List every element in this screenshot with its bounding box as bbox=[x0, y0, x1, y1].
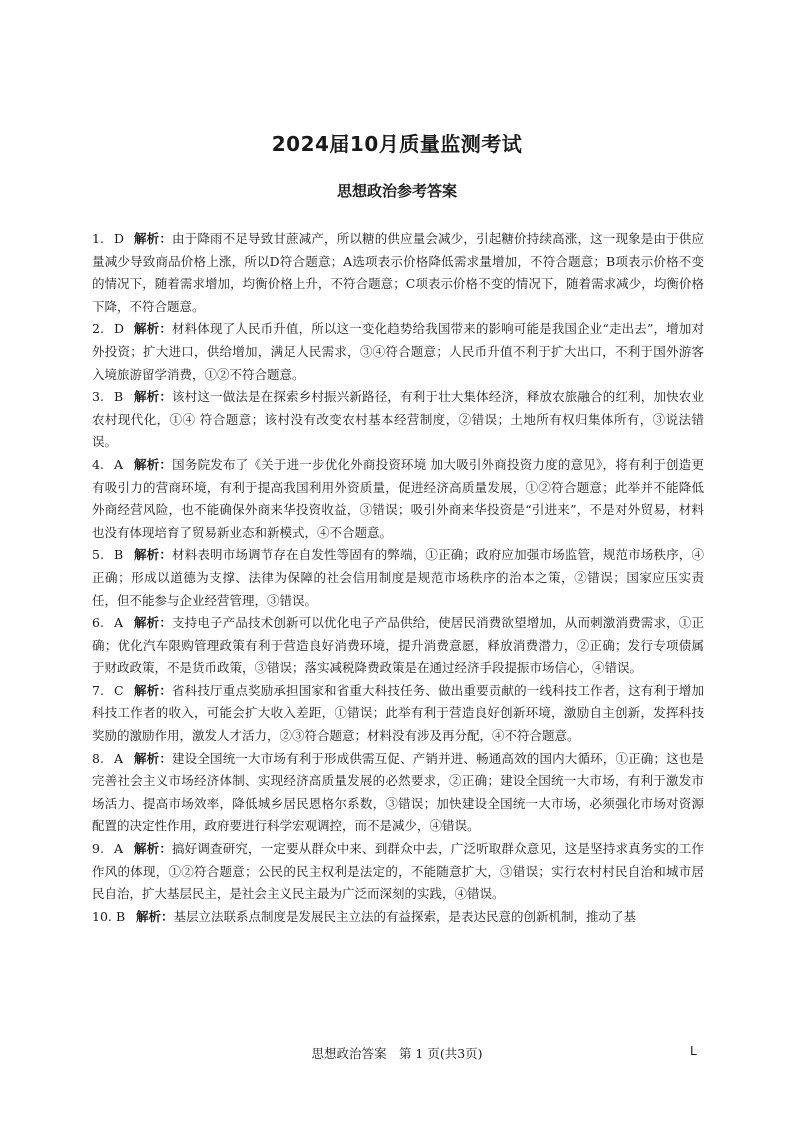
question-number: 6. bbox=[92, 615, 104, 631]
answer-list bbox=[92, 228, 704, 928]
answer-letter: C bbox=[114, 682, 124, 698]
answer-letter: B bbox=[114, 547, 124, 563]
answer-item bbox=[92, 386, 704, 454]
question-number: 9. bbox=[92, 841, 104, 857]
answer-letter: D bbox=[114, 321, 125, 337]
page-title: 2024届10月质量监测考试 bbox=[271, 132, 523, 156]
explanation-label: 解析： bbox=[134, 456, 173, 472]
answer-letter: D bbox=[114, 231, 125, 246]
version-mark: L bbox=[690, 1044, 697, 1058]
question-number: 2. bbox=[92, 321, 104, 337]
explanation-text: 建设全国统一大市场有利于形成供需互促、产销并进、畅通高效的国内大循环，①正确；这也是完善社会主义市场经济体制、实现经济高质量发展的必然要求，②正确；建设全国统一大市场，有利于激发市场活力、提高市场效率，降低城乡居民恩格尔系数，③错误；加快建设全国统一大市场，必须强化市场对资源配置的决定性作用，政府要进行科学宏观调控，而不是减少，④错误。 bbox=[92, 750, 704, 834]
question-number: 7. bbox=[92, 682, 104, 698]
explanation-text: 基层立法联系点制度是发展民主立法的有益探索，是表达民意的创新机制，推动了基 bbox=[173, 908, 637, 924]
answer-letter: A bbox=[114, 615, 124, 631]
page-number: 思想政治答案 第 1 页(共3页) bbox=[311, 1046, 483, 1061]
explanation-text: 该村这一做法是在探索乡村振兴新路径，有利于壮大集体经济，释放农旅融合的红利，加快农业农村现代化，①④ 符合题意；该村没有改变农村基本经营制度，②错误；土地所有权归集体所有，③说法错误。 bbox=[92, 389, 704, 450]
explanation-text: 支持电子产品技术创新可以优化电子产品供给，使居民消费欲望增加，从而刺激消费需求，①正确；优化汽车限购管理政策有利于营造良好消费环境，提升消费意愿，释放消费潜力，②正确；发行专项债属于财政政策，不是货币政策，③错误；落实减税降费政策是在通过经济手段提振市场信心，④错误。 bbox=[92, 615, 704, 676]
explanation-text: 搞好调查研究，一定要从群众中来、到群众中去，广泛听取群众意见，这是坚持求真务实的工作作风的体现，①②符合题意；公民的民主权利是法定的，不能随意扩大，③错误；实行农村村民自治和城市居民自治，扩大基层民主，是社会主义民主最为广泛而深刻的实践，④错误。 bbox=[92, 841, 704, 902]
explanation bbox=[92, 228, 704, 318]
explanation-text: 由于降雨不足导致甘蔗减产，所以糖的供应量会减少，引起糖价持续高涨，这一现象是由于供应量减少导致商品价格上涨，所以D符合题意；A选项表示价格降低需求量增加，不符合题意；B项表示价格不变的情况下，随着需求增加，均衡价格上升，不符合题意；C项表示价格不变的情况下，随着需求减少，均衡价格下降，不符合题意。 bbox=[92, 231, 704, 314]
question-number: 10. bbox=[92, 908, 112, 924]
explanation bbox=[92, 544, 704, 612]
answer-item bbox=[92, 612, 704, 680]
answer-letter: A bbox=[114, 456, 124, 472]
explanation-text: 材料体现了人民币升值，所以这一变化趋势给我国带来的影响可能是我国企业“走出去”，增加对外投资；扩大进口，供给增加，满足人民需求，③④符合题意；人民币升值不利于扩大出口，不利于国外游客入境旅游留学消费，①②不符合题意。 bbox=[92, 321, 704, 382]
question-number: 1. bbox=[92, 231, 104, 246]
question-number: 4. bbox=[92, 456, 104, 472]
explanation-label: 解析： bbox=[134, 547, 173, 563]
explanation-label: 解析： bbox=[136, 908, 174, 924]
explanation-text: 材料表明市场调节存在自发性等固有的弊端，①正确；政府应加强市场监管，规范市场秩序，④正确；形成以道德为支撑、法律为保障的社会信用制度是规范市场秩序的治本之策，②错误；国家应压实责任，但不能参与企业经营管理，③错误。 bbox=[92, 547, 704, 608]
explanation bbox=[92, 748, 704, 838]
page-subtitle: 思想政治参考答案 bbox=[336, 182, 457, 200]
explanation-label: 解析： bbox=[134, 750, 173, 766]
explanation bbox=[92, 838, 704, 906]
explanation bbox=[92, 386, 704, 454]
answer-letter: A bbox=[114, 841, 124, 857]
answer-letter: B bbox=[116, 908, 126, 924]
explanation-label: 解析： bbox=[134, 231, 173, 246]
explanation bbox=[92, 318, 704, 386]
answer-item bbox=[92, 544, 704, 612]
question-number: 3. bbox=[92, 389, 104, 405]
answer-letter: A bbox=[114, 750, 124, 766]
answer-item bbox=[92, 680, 704, 748]
explanation-label: 解析： bbox=[134, 682, 173, 698]
question-number: 8. bbox=[92, 750, 104, 766]
explanation-text: 国务院发布了《关于进一步优化外商投资环境 加大吸引外商投资力度的意见》，将有利于创造更有吸引力的营商环境，有利于提高我国利用外资质量，促进经济高质量发展，①②符合题意；此举并不能降低外商经营风险，也不能确保外商来华投资收益，③错误；吸引外商来华投资是“引进来”，不是对外贸易，材料也没有体现培育了贸易新业态和新模式，④不合题意。 bbox=[92, 456, 704, 540]
question-number: 5. bbox=[92, 547, 104, 563]
explanation bbox=[92, 454, 704, 544]
explanation-label: 解析： bbox=[134, 389, 173, 405]
explanation bbox=[94, 906, 704, 929]
explanation-label: 解析： bbox=[134, 841, 173, 857]
explanation bbox=[92, 612, 704, 680]
answer-item bbox=[92, 906, 704, 929]
answer-item bbox=[92, 318, 704, 386]
answer-item bbox=[92, 228, 704, 318]
explanation-label: 解析： bbox=[134, 321, 172, 337]
explanation bbox=[92, 680, 704, 748]
answer-item bbox=[92, 748, 704, 838]
answer-item bbox=[92, 454, 704, 544]
answer-letter: B bbox=[114, 389, 124, 405]
explanation-label: 解析： bbox=[134, 615, 173, 631]
explanation-text: 省科技厅重点奖励承担国家和省重大科技任务、做出重要贡献的一线科技工作者，这有利于增加科技工作者的收入，可能会扩大收入差距，①错误；此举有利于营造良好创新环境，激励自主创新，发挥科技奖励的激励作用，激发人才活力，②③符合题意；材料没有涉及再分配，④不符合题意。 bbox=[92, 682, 704, 744]
answer-item bbox=[92, 838, 704, 906]
